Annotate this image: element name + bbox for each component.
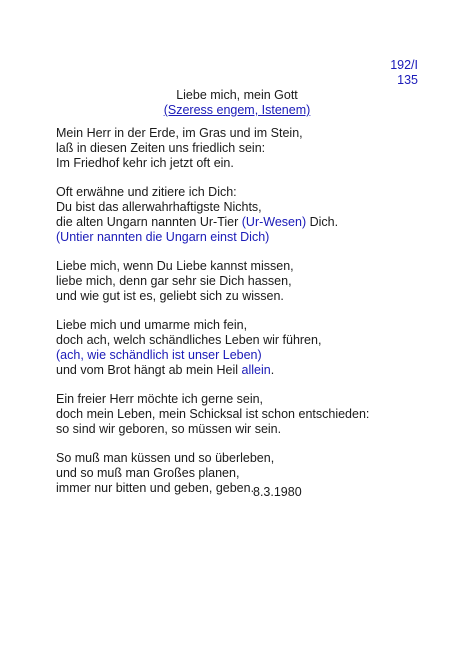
stanza-1	[56, 126, 436, 171]
poem-line-text: .	[270, 363, 275, 377]
poem-line: laß in diesen Zeiten uns friedlich sein:	[56, 141, 266, 155]
poem-line: Liebe mich und umarme mich fein,	[56, 318, 248, 332]
poem-line: Du bist das allerwahrhaftigste Nichts,	[56, 200, 262, 214]
poem-annotation: allein	[241, 363, 271, 377]
poem-line-text: die alten Ungarn nannten Ur-Tier	[56, 215, 242, 229]
poem-line: und so muß man Großes planen,	[56, 466, 240, 480]
poem-line: so sind wir geboren, so müssen wir sein.	[56, 422, 282, 436]
poem-line-text: Dich.	[306, 215, 339, 229]
poem-annotation-line: (ach, wie schändlich ist unser Leben)	[56, 348, 262, 362]
poem-line: doch ach, welch schändliches Leben wir führen,	[56, 333, 322, 347]
page-reference	[390, 58, 418, 88]
stanza-6	[56, 451, 436, 496]
poem-line-text: und vom Brot hängt ab mein Heil	[56, 363, 242, 377]
poem-line	[56, 363, 436, 378]
poem-line	[56, 215, 436, 230]
poem-subtitle: (Szeress engem, Istenem)	[163, 103, 311, 117]
poem-line: immer nur bitten und geben, geben.	[56, 481, 255, 495]
poem-line: doch mein Leben, mein Schicksal ist schon entschieden:	[56, 407, 370, 421]
poem-body	[56, 126, 436, 510]
poem-line: Ein freier Herr möchte ich gerne sein,	[56, 392, 264, 406]
poem-line: Im Friedhof kehr ich jetzt oft ein.	[56, 156, 234, 170]
stanza-4	[56, 318, 436, 378]
poem-date: 8.3.1980	[253, 485, 302, 499]
stanza-5	[56, 392, 436, 437]
poem-annotation-line: (Untier nannten die Ungarn einst Dich)	[56, 230, 270, 244]
poem-title: Liebe mich, mein Gott	[176, 88, 298, 102]
stanza-3	[56, 259, 436, 304]
poem-annotation: (Ur-Wesen)	[241, 215, 307, 229]
poem-line: Liebe mich, wenn Du Liebe kannst missen,	[56, 259, 294, 273]
stanza-2	[56, 185, 436, 245]
title-block	[0, 88, 474, 118]
poem-line: liebe mich, denn gar sehr sie Dich hassen,	[56, 274, 292, 288]
poem-line: Mein Herr in der Erde, im Gras und im Stein,	[56, 126, 303, 140]
poem-line: Oft erwähne und zitiere ich Dich:	[56, 185, 237, 199]
page-ref-line-2: 135	[397, 73, 418, 87]
poem-line: und wie gut ist es, geliebt sich zu wissen.	[56, 289, 284, 303]
poem-line: So muß man küssen und so überleben,	[56, 451, 275, 465]
page-ref-line-1: 192/I	[390, 58, 418, 72]
